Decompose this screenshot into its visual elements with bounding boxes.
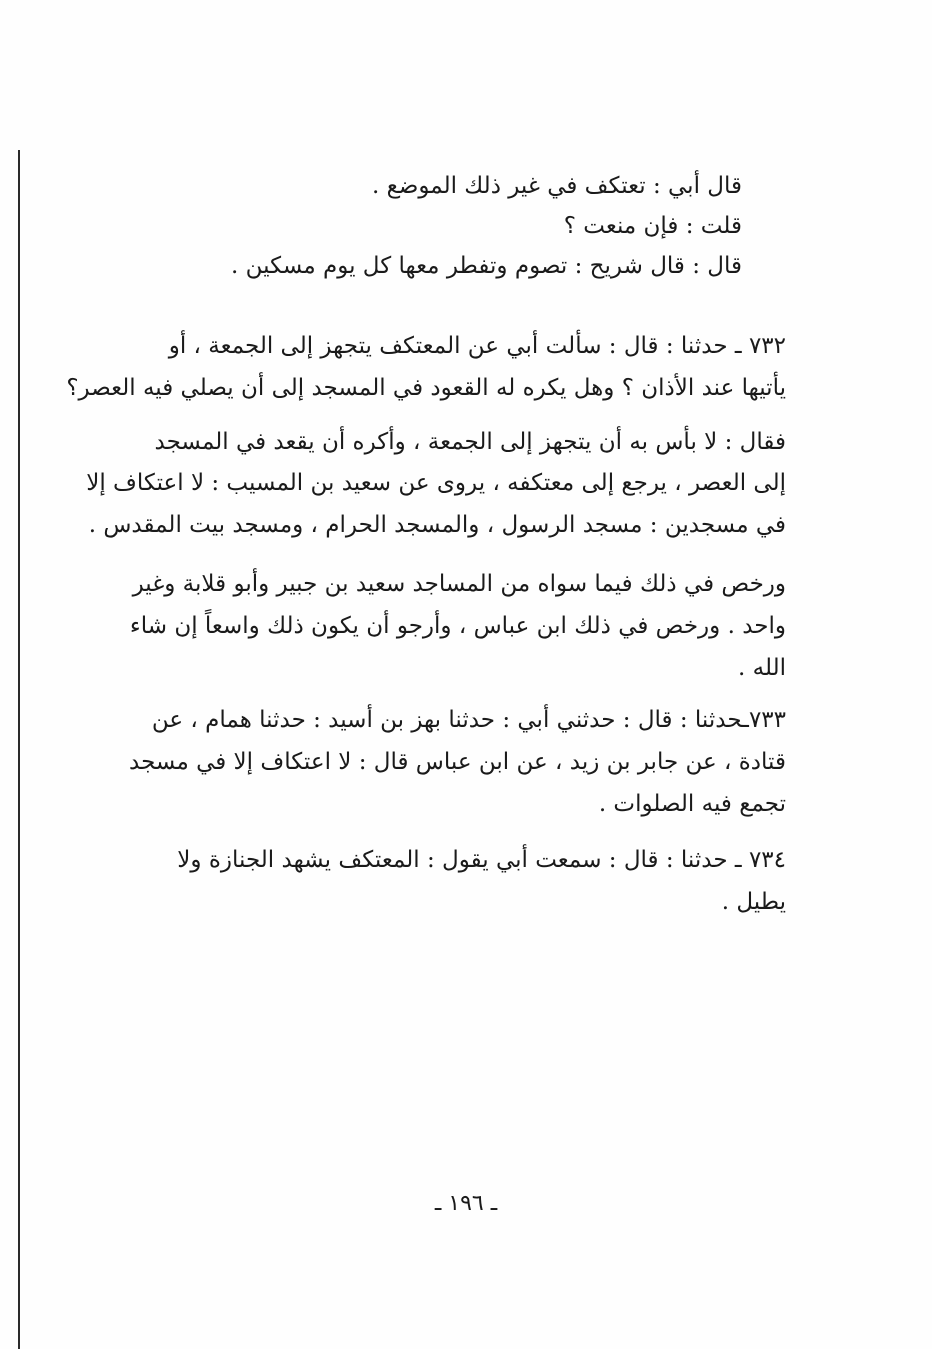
text-line: إلى العصر ، يرجع إلى معتكفه ، يروى عن سعيد بن المسيب : لا اعتكاف إلا <box>86 470 786 496</box>
text-line: ورخص في ذلك فيما سواه من المساجد سعيد بن جبير وأبو قلابة وغير <box>132 571 786 597</box>
text-line: ٧٣٢ ـ حدثنا : قال : سألت أبي عن المعتكف يتجهز إلى الجمعة ، أو <box>168 333 786 359</box>
text-line: يطيل . <box>721 889 786 915</box>
text-line: قال : قال شريح : تصوم وتفطر معها كل يوم مسكين . <box>231 253 742 279</box>
text-line: ٧٣٤ ـ حدثنا : قال : سمعت أبي يقول : المعتكف يشهد الجنازة ولا <box>177 847 786 873</box>
text-line: فقال : لا بأس به أن يتجهز إلى الجمعة ، وأكره أن يقعد في المسجد <box>154 429 786 455</box>
text-line: في مسجدين : مسجد الرسول ، والمسجد الحرام ، ومسجد بيت المقدس . <box>88 512 786 538</box>
text-line: تجمع فيه الصلوات . <box>598 791 786 817</box>
text-line: قال أبي : تعتكف في غير ذلك الموضع . <box>372 173 742 199</box>
text-line: الله . <box>738 655 786 681</box>
text-line: قلت : فإن منعت ؟ <box>563 213 742 239</box>
text-line: يأتيها عند الأذان ؟ وهل يكره له القعود في المسجد إلى أن يصلي فيه العصر؟ <box>66 375 786 401</box>
text-line: ٧٣٣ـحدثنا : قال : حدثني أبي : حدثنا بهز بن أسيد : حدثنا همام ، عن <box>151 707 786 733</box>
text-line: قتادة ، عن جابر بن زيد ، عن ابن عباس قال : لا اعتكاف إلا في مسجد <box>129 749 786 775</box>
scan-edge-line <box>18 150 20 1349</box>
page-number: ـ ١٩٦ ـ <box>434 1191 498 1216</box>
text-line: واحد . ورخص في ذلك ابن عباس ، وأرجو أن يكون ذلك واسعاً إن شاء <box>129 613 786 639</box>
